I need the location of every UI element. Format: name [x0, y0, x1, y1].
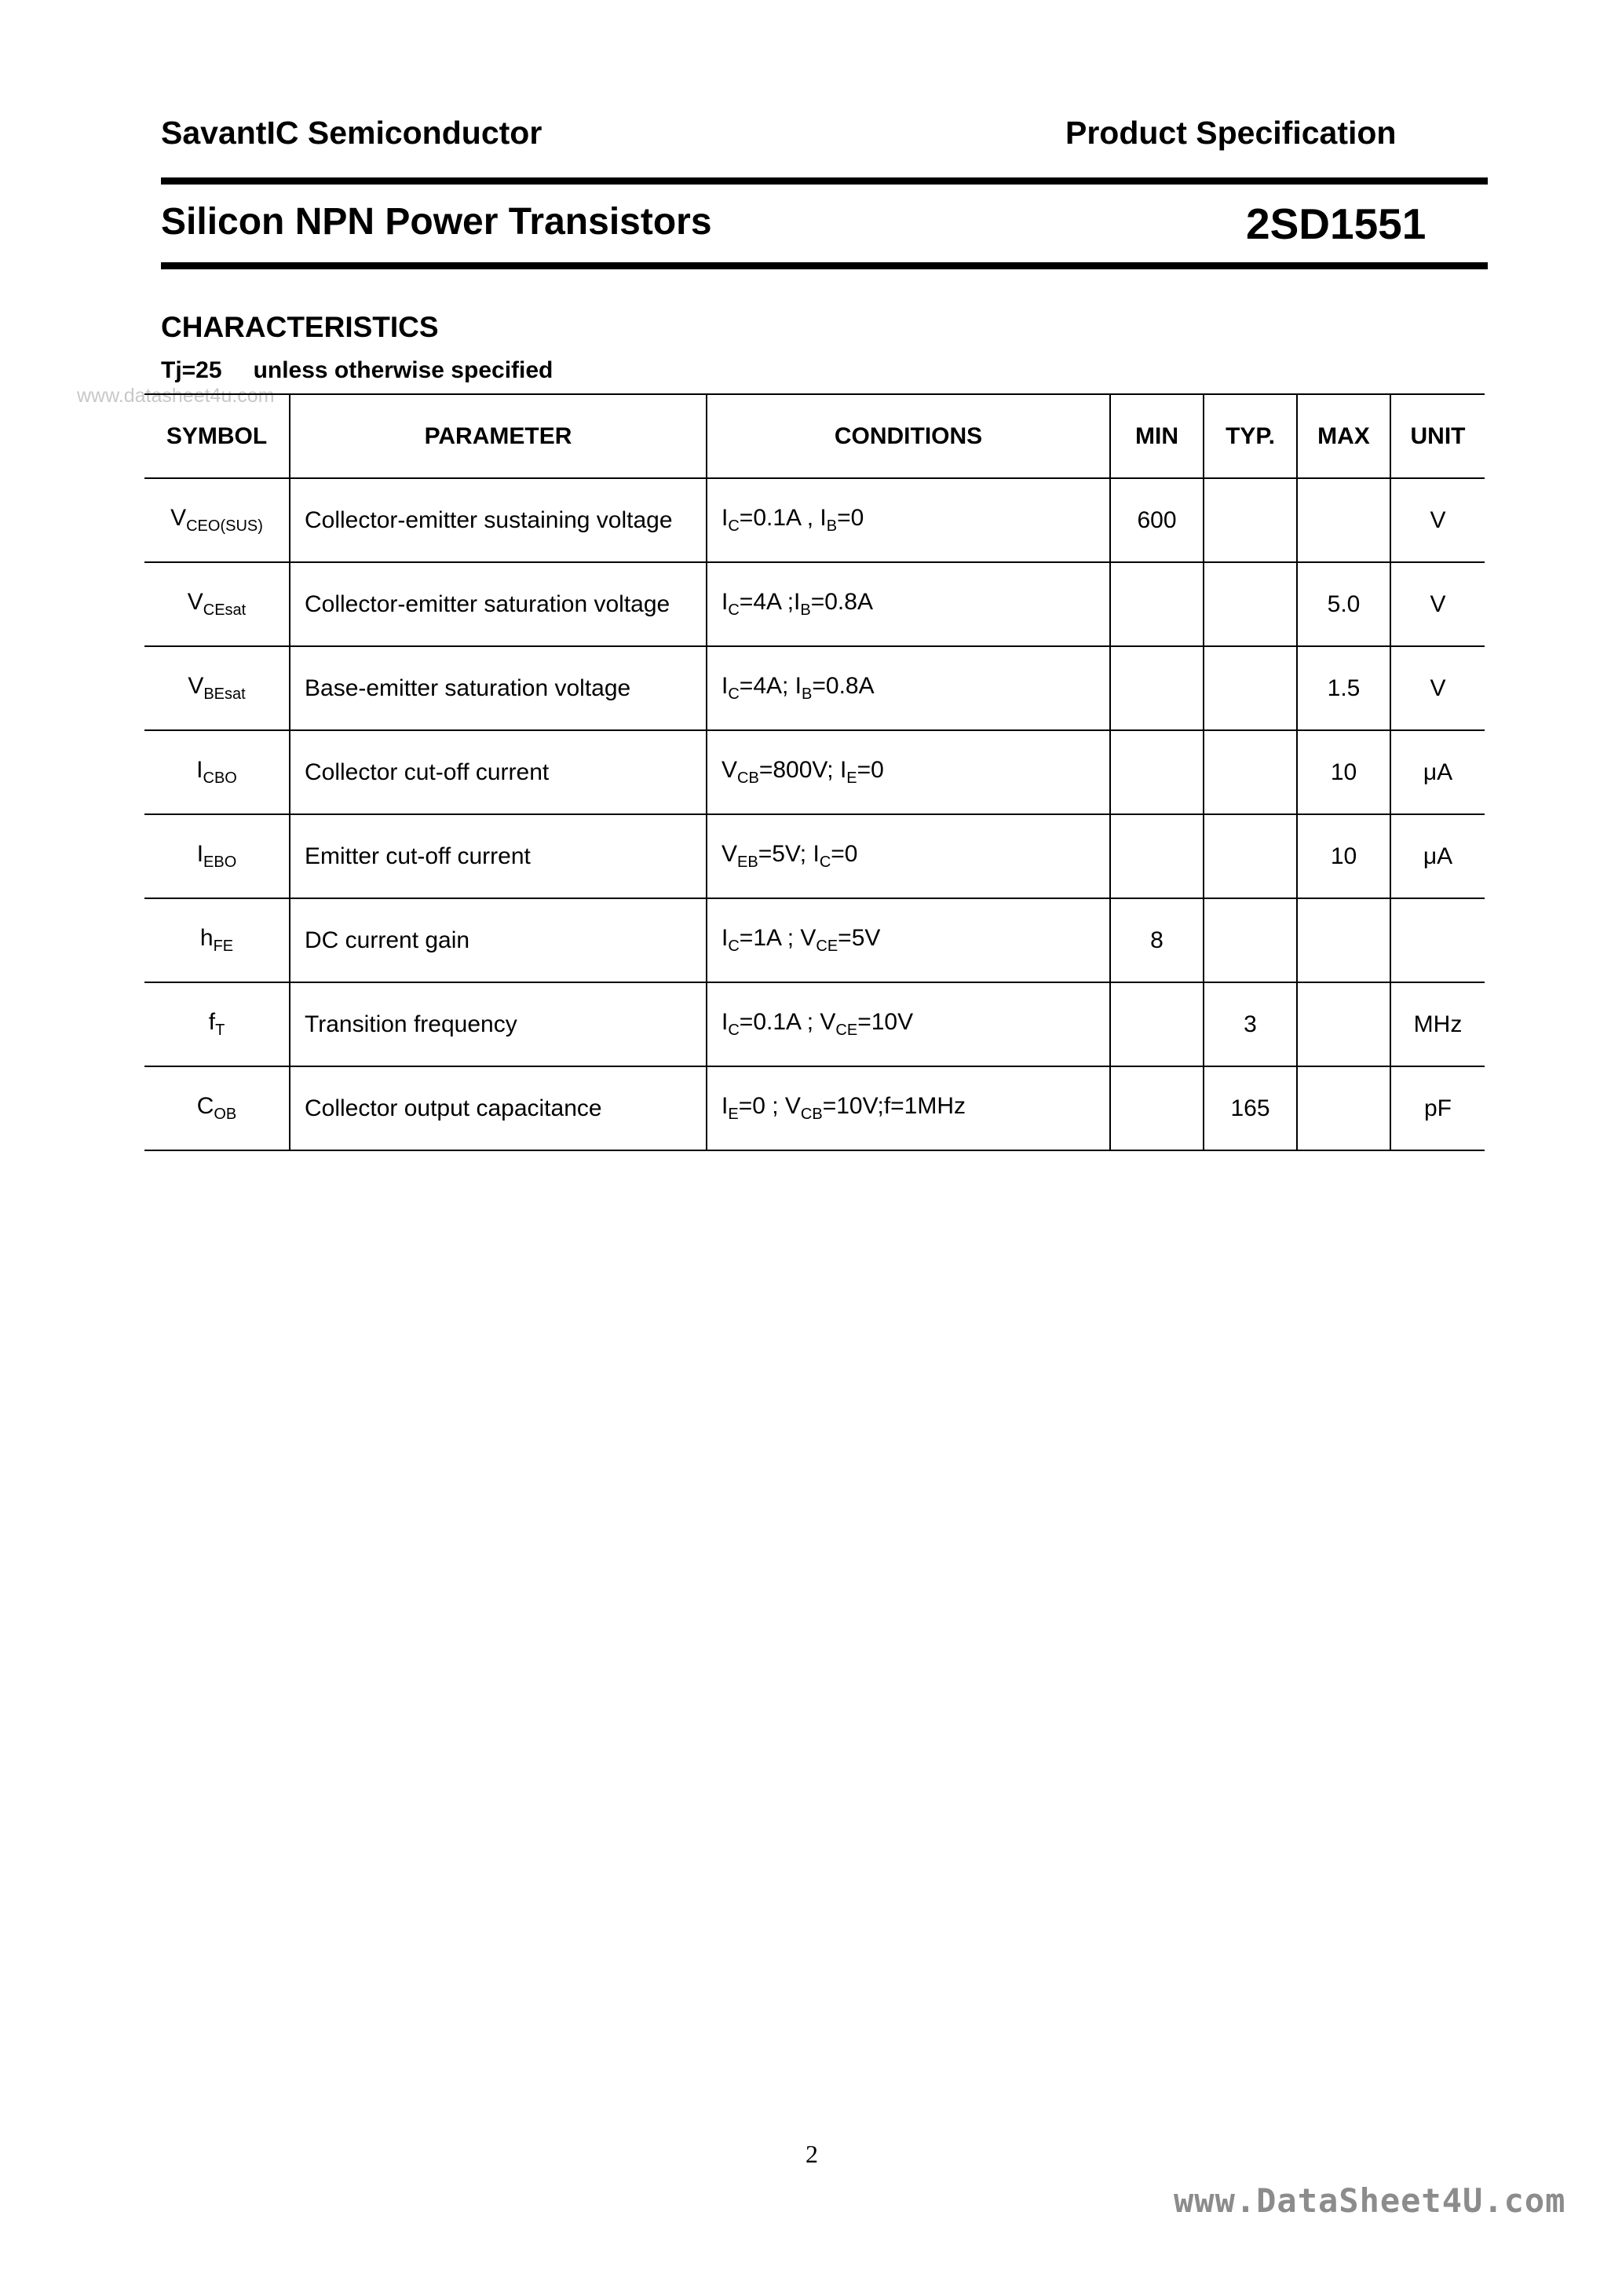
cell-conditions [707, 562, 1110, 646]
cell-parameter: Transition frequency [290, 982, 707, 1066]
cell-parameter: Emitter cut-off current [290, 814, 707, 898]
cell-symbol [144, 478, 290, 562]
cell-typ [1204, 478, 1297, 562]
cell-parameter: DC current gain [290, 898, 707, 982]
symbol-subscript: BEsat [203, 686, 246, 703]
symbol-subscript: CEsat [203, 601, 247, 619]
cell-symbol [144, 982, 290, 1066]
cell-conditions [707, 814, 1110, 898]
table-row [144, 478, 1485, 562]
header-rule-top [161, 177, 1488, 185]
symbol-subscript: T [215, 1022, 225, 1039]
cell-typ: 165 [1204, 1066, 1297, 1150]
symbol-base: V [188, 673, 204, 699]
col-header-typ: TYP. [1204, 394, 1297, 478]
condition-subscript: C [728, 517, 740, 535]
cell-parameter: Collector output capacitance [290, 1066, 707, 1150]
condition-subscript: CB [800, 1106, 823, 1123]
test-conditions [161, 357, 553, 384]
condition-text: =10V [857, 1009, 914, 1035]
cell-conditions [707, 646, 1110, 730]
col-header-symbol: SYMBOL [144, 394, 290, 478]
cell-max [1297, 898, 1390, 982]
condition-subscript: E [846, 770, 857, 787]
condition-text: =0.8A [812, 673, 875, 699]
cell-min [1110, 814, 1204, 898]
cell-max: 10 [1297, 730, 1390, 814]
condition-subscript: B [800, 601, 811, 619]
cell-parameter: Collector-emitter sustaining voltage [290, 478, 707, 562]
header-rule-bottom [161, 262, 1488, 269]
cell-max [1297, 1066, 1390, 1150]
cell-symbol [144, 646, 290, 730]
condition-text: I [721, 1009, 729, 1035]
symbol-subscript: FE [213, 938, 234, 955]
cell-conditions [707, 1066, 1110, 1150]
condition-subscript: C [728, 938, 740, 955]
table-row [144, 730, 1485, 814]
table-row [144, 646, 1485, 730]
cell-unit: μA [1390, 814, 1485, 898]
condition-text: =0 ; V [738, 1093, 801, 1119]
condition-text: V [721, 757, 738, 783]
cell-symbol [144, 814, 290, 898]
condition-subscript: EB [737, 854, 758, 871]
bottom-watermark: www.DataSheet4U.com [1174, 2181, 1566, 2220]
cell-typ [1204, 814, 1297, 898]
temp-condition: Tj=25 [161, 357, 222, 383]
cell-min [1110, 1066, 1204, 1150]
cell-unit [1390, 898, 1485, 982]
symbol-base: I [196, 757, 203, 783]
cell-parameter: Collector-emitter saturation voltage [290, 562, 707, 646]
symbol-base: C [196, 1093, 214, 1119]
symbol-subscript: OB [214, 1106, 237, 1123]
condition-subscript: CE [835, 1022, 858, 1039]
cell-parameter: Collector cut-off current [290, 730, 707, 814]
cell-typ: 3 [1204, 982, 1297, 1066]
symbol-base: f [208, 1009, 216, 1035]
condition-subscript: CB [737, 770, 759, 787]
condition-note: unless otherwise specified [253, 357, 553, 383]
table-row [144, 814, 1485, 898]
cell-unit: pF [1390, 1066, 1485, 1150]
cell-conditions [707, 478, 1110, 562]
symbol-base: V [170, 505, 187, 531]
cell-typ [1204, 730, 1297, 814]
cell-typ [1204, 562, 1297, 646]
cell-max [1297, 478, 1390, 562]
table-row [144, 1066, 1485, 1150]
table-header-row [144, 394, 1485, 478]
table-row [144, 982, 1485, 1066]
cell-typ [1204, 646, 1297, 730]
company-name: SavantIC Semiconductor [161, 115, 542, 151]
condition-text: I [721, 925, 729, 951]
condition-subscript: C [728, 601, 740, 619]
cell-min [1110, 730, 1204, 814]
condition-text: =0.1A , I [739, 505, 827, 531]
cell-symbol [144, 562, 290, 646]
cell-unit: V [1390, 478, 1485, 562]
condition-text: I [721, 1093, 729, 1119]
condition-text: =4A; I [739, 673, 802, 699]
cell-symbol [144, 898, 290, 982]
cell-max: 1.5 [1297, 646, 1390, 730]
condition-subscript: C [819, 854, 831, 871]
condition-text: =800V; I [758, 757, 847, 783]
cell-min [1110, 562, 1204, 646]
cell-conditions [707, 982, 1110, 1066]
col-header-parameter: PARAMETER [290, 394, 707, 478]
cell-typ [1204, 898, 1297, 982]
cell-max: 10 [1297, 814, 1390, 898]
cell-max [1297, 982, 1390, 1066]
condition-text: =0.8A [810, 589, 873, 615]
condition-text: I [721, 673, 729, 699]
cell-min: 600 [1110, 478, 1204, 562]
cell-unit: MHz [1390, 982, 1485, 1066]
col-header-conditions: CONDITIONS [707, 394, 1110, 478]
table-row [144, 898, 1485, 982]
cell-max: 5.0 [1297, 562, 1390, 646]
characteristics-table [144, 393, 1485, 1151]
symbol-subscript: EBO [203, 854, 237, 871]
doc-type: Product Specification [1065, 115, 1397, 151]
condition-text: =0.1A ; V [739, 1009, 836, 1035]
condition-text: =0 [831, 841, 858, 867]
cell-unit: μA [1390, 730, 1485, 814]
condition-subscript: C [728, 686, 740, 703]
condition-subscript: B [826, 517, 838, 535]
cell-symbol [144, 1066, 290, 1150]
symbol-subscript: CEO(SUS) [186, 517, 263, 535]
cell-min [1110, 982, 1204, 1066]
condition-subscript: B [802, 686, 813, 703]
col-header-max: MAX [1297, 394, 1390, 478]
condition-subscript: CE [816, 938, 838, 955]
cell-parameter: Base-emitter saturation voltage [290, 646, 707, 730]
symbol-subscript: CBO [203, 770, 237, 787]
cell-min [1110, 646, 1204, 730]
page-number: 2 [806, 2140, 818, 2168]
condition-subscript: E [728, 1106, 739, 1123]
condition-text: I [721, 505, 729, 531]
product-family-title: Silicon NPN Power Transistors [161, 201, 712, 243]
cell-conditions [707, 898, 1110, 982]
condition-text: I [721, 589, 729, 615]
condition-text: =5V [838, 925, 881, 951]
cell-unit: V [1390, 562, 1485, 646]
section-title: CHARACTERISTICS [161, 311, 439, 343]
cell-unit: V [1390, 646, 1485, 730]
cell-symbol [144, 730, 290, 814]
condition-text: V [721, 841, 738, 867]
condition-text: =4A ;I [739, 589, 801, 615]
symbol-base: h [199, 925, 214, 951]
cell-min: 8 [1110, 898, 1204, 982]
condition-text: =10V;f=1MHz [822, 1093, 966, 1119]
condition-text: =0 [837, 505, 864, 531]
condition-subscript: C [728, 1022, 740, 1039]
table-row [144, 562, 1485, 646]
condition-text: =5V; I [758, 841, 820, 867]
symbol-base: V [187, 589, 203, 615]
condition-text: =0 [857, 757, 884, 783]
col-header-unit: UNIT [1390, 394, 1485, 478]
cell-conditions [707, 730, 1110, 814]
col-header-min: MIN [1110, 394, 1204, 478]
part-number: 2SD1551 [1246, 199, 1427, 248]
symbol-base: I [196, 841, 204, 867]
top-watermark: www.datasheet4u.com [77, 385, 275, 407]
condition-text: =1A ; V [739, 925, 816, 951]
